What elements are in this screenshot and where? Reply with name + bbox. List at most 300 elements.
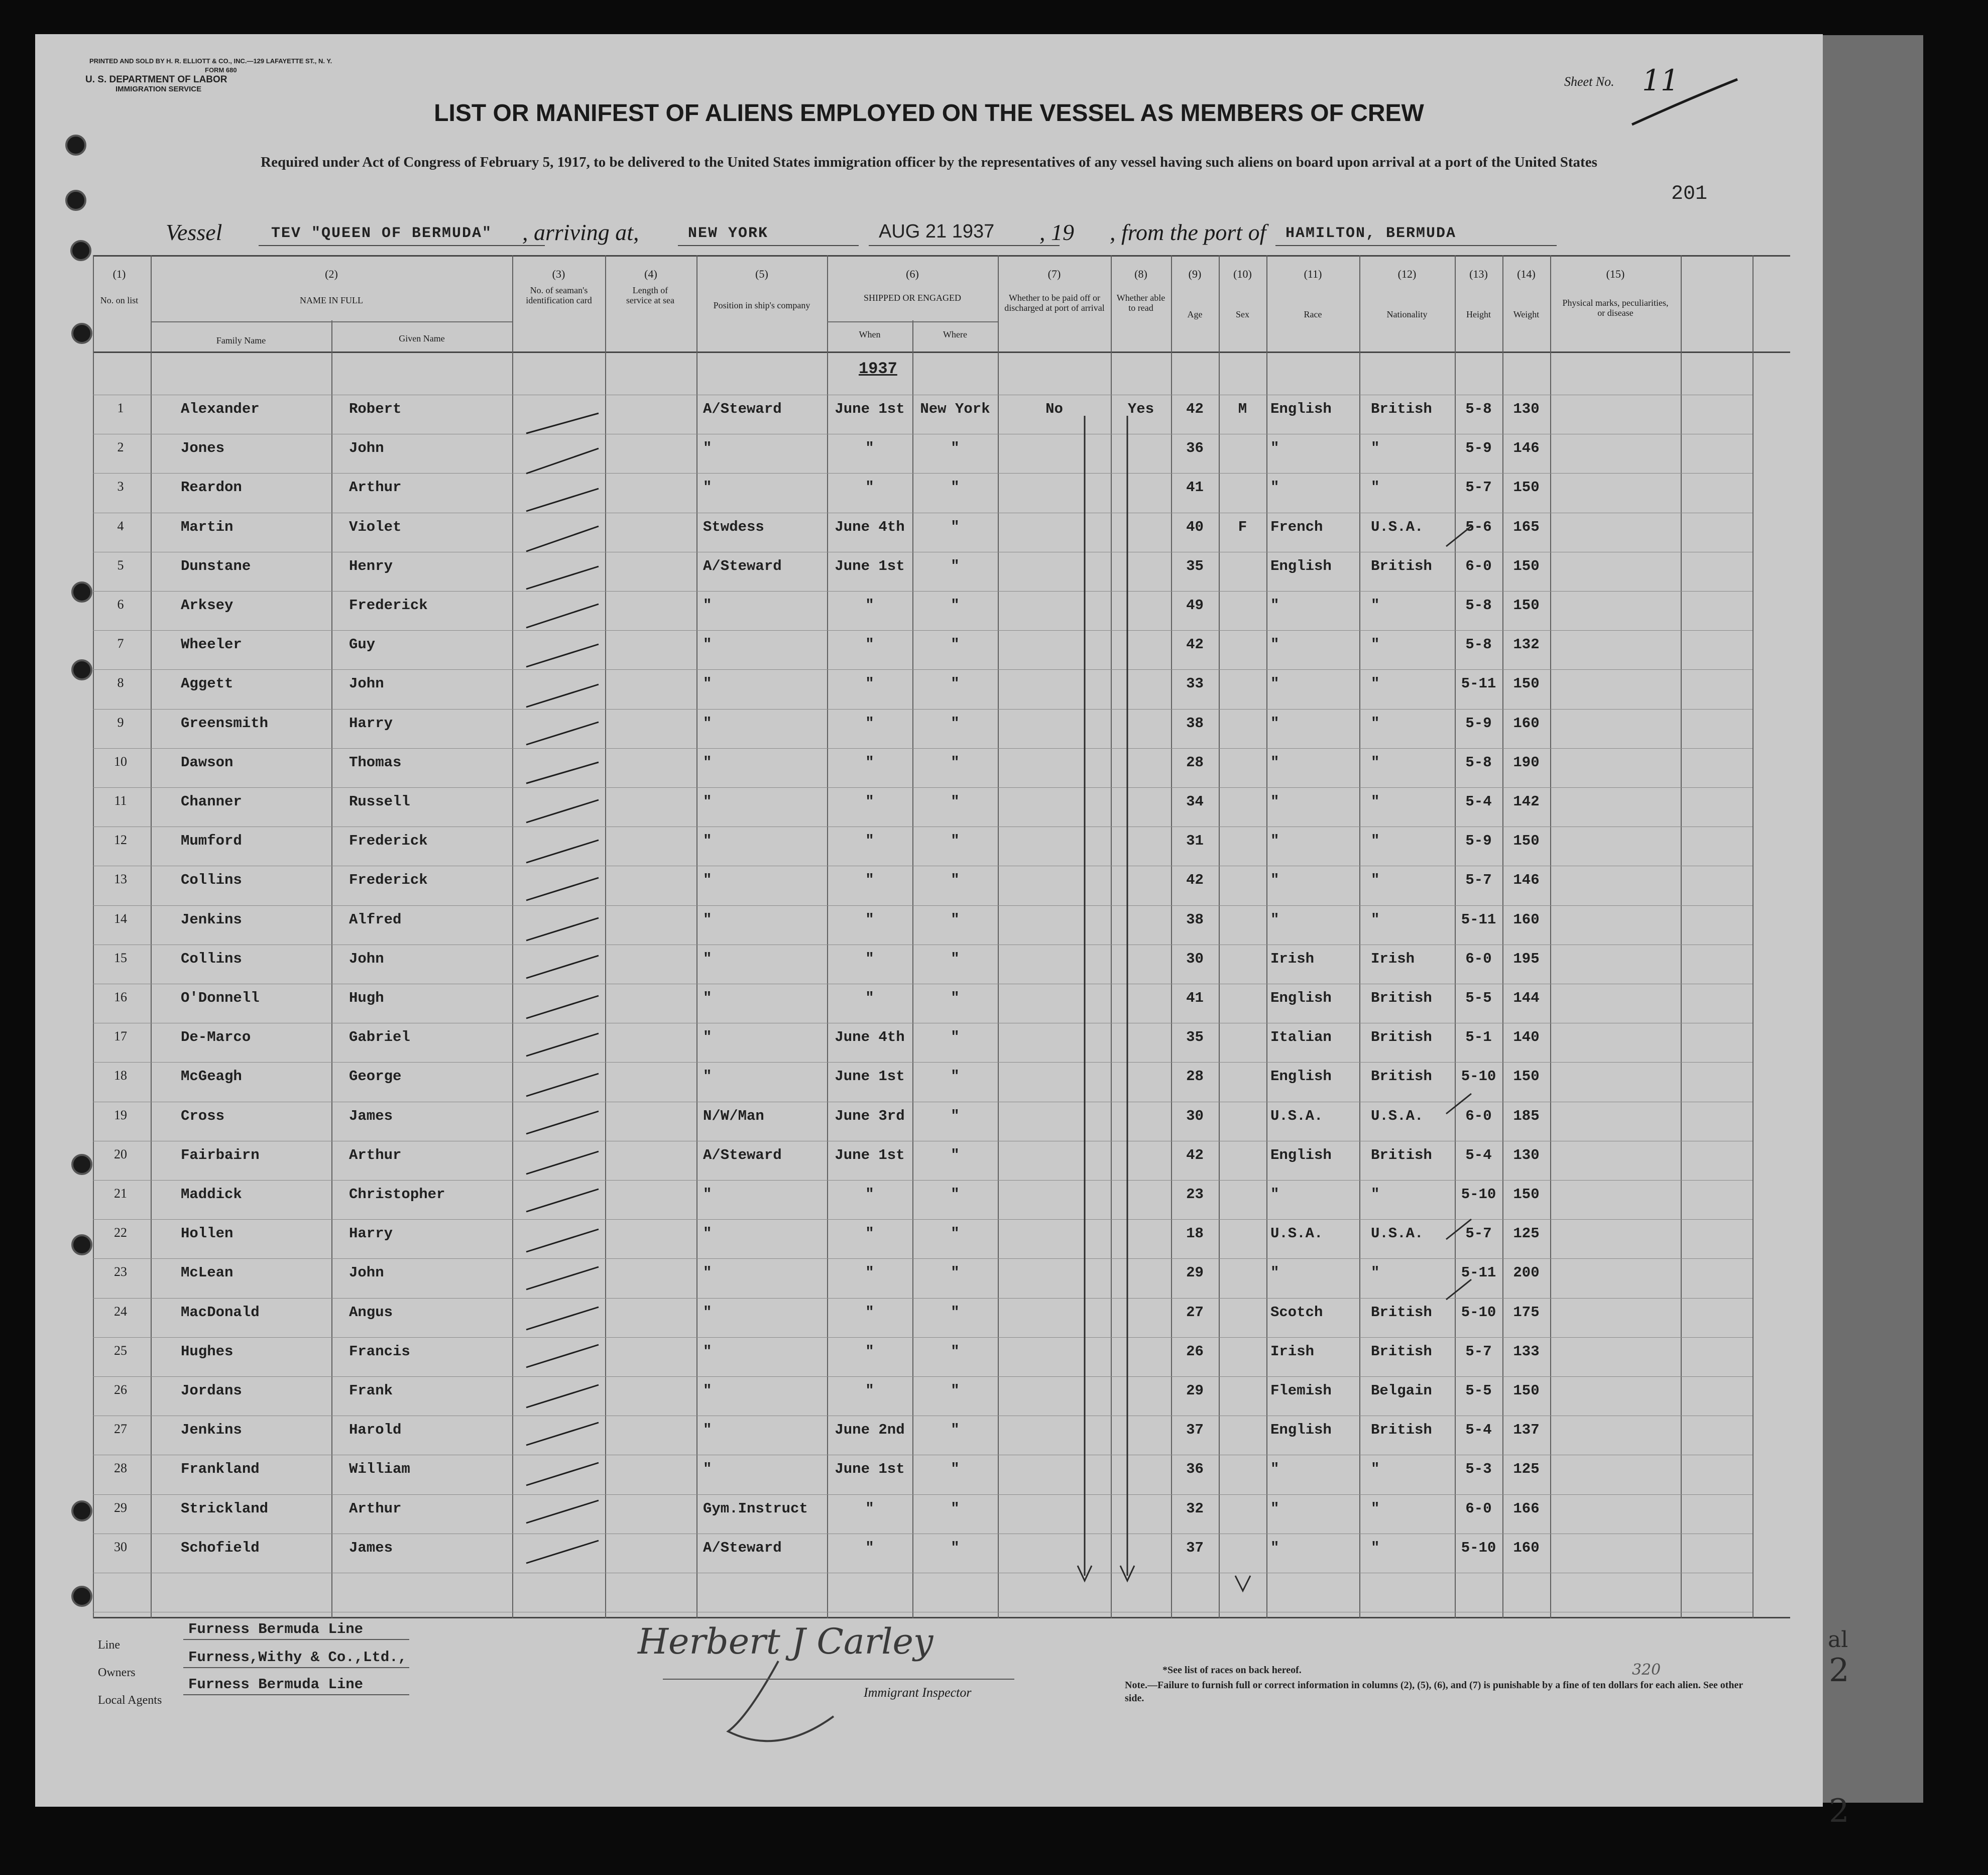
col-num-4: (4) [644, 268, 657, 280]
row-rule [93, 1337, 1752, 1338]
cell-position: " [703, 597, 712, 614]
vessel-underline [259, 245, 545, 246]
cell-race: " [1270, 1500, 1279, 1517]
cell-given: Gabriel [349, 1029, 410, 1045]
cell-weight: 125 [1513, 1225, 1540, 1242]
cell-where: " [951, 793, 960, 810]
row-rule [93, 473, 1752, 474]
cell-nationality: British [1371, 1343, 1432, 1360]
cell-family: Alexander [181, 401, 260, 417]
cell-given: George [349, 1068, 402, 1085]
cell-nationality: British [1371, 1147, 1432, 1163]
cell-nationality: " [1371, 675, 1380, 692]
adjacent-page [1823, 35, 1923, 1830]
cell-family: Jordans [181, 1382, 242, 1399]
races-note: *See list of races on back hereof. [1162, 1665, 1302, 1676]
cell-family: Jones [181, 440, 225, 456]
cell-position: " [703, 1304, 712, 1321]
subheader-rule [827, 321, 998, 322]
inspector-signature: Herbert J Carley [638, 1621, 933, 1662]
cell-given: Frank [349, 1382, 393, 1399]
cell-weight: 150 [1513, 1382, 1540, 1399]
cell-given: Frederick [349, 872, 428, 888]
cell-when: June 1st [835, 1147, 905, 1163]
sex-arrow-head [1230, 1571, 1255, 1596]
cell-when: " [865, 440, 874, 456]
arriving-port: NEW YORK [688, 225, 769, 242]
cell-given: Harry [349, 715, 393, 732]
cell-height: 5-3 [1465, 1461, 1492, 1477]
cell-height: 5-11 [1461, 1264, 1496, 1281]
cell-nationality: Belgain [1371, 1382, 1432, 1399]
stamp-number: 201 [1671, 183, 1708, 205]
row-rule [93, 905, 1752, 906]
cell-no: 10 [114, 754, 127, 769]
cell-when: " [865, 1186, 874, 1203]
cell-weight: 160 [1513, 911, 1540, 928]
footer-owners-value: Furness,Withy & Co.,Ltd., [188, 1649, 407, 1666]
cell-height: 5-5 [1465, 1382, 1492, 1399]
cell-age: 42 [1186, 401, 1204, 417]
cell-where: " [951, 1422, 960, 1438]
cell-position: " [703, 1422, 712, 1438]
cell-where: " [951, 990, 960, 1006]
column-rule [1502, 255, 1503, 1618]
cell-family: Strickland [181, 1500, 269, 1517]
cell-weight: 166 [1513, 1500, 1540, 1517]
cell-race: " [1270, 1461, 1279, 1477]
cell-nationality: " [1371, 793, 1380, 810]
cell-nationality: British [1371, 401, 1432, 417]
arriving-label: , arriving at, [522, 219, 639, 245]
cell-height: 6-0 [1465, 951, 1492, 967]
cell-when: June 1st [835, 401, 905, 417]
col-label-marks: Physical marks, peculiarities, or disease [1562, 298, 1669, 318]
cell-given: Arthur [349, 1500, 402, 1517]
cell-nationality: U.S.A. [1371, 1225, 1424, 1242]
cell-family: Arksey [181, 597, 233, 614]
col-label-id-card: No. of seaman's identification card [526, 285, 592, 305]
cell-race: Irish [1270, 951, 1315, 967]
cell-where: " [951, 1343, 960, 1360]
row-rule [93, 748, 1752, 749]
row-rule [93, 1494, 1752, 1495]
cell-read: Yes [1127, 401, 1154, 417]
cell-position: " [703, 1264, 712, 1281]
cell-height: 5-9 [1465, 440, 1492, 456]
cell-no: 1 [117, 401, 124, 415]
cell-race: English [1270, 558, 1332, 574]
row-rule [93, 1219, 1752, 1220]
cell-nationality: " [1371, 636, 1380, 653]
cell-given: John [349, 440, 384, 456]
row-rule [93, 591, 1752, 592]
cell-no: 5 [117, 558, 124, 572]
manifest-sheet [35, 34, 1823, 1807]
footer-line-rule [183, 1639, 409, 1640]
cell-race: " [1270, 479, 1279, 496]
cell-race: " [1270, 636, 1279, 653]
cell-given: Henry [349, 558, 393, 574]
cell-given: William [349, 1461, 410, 1477]
cell-race: Irish [1270, 1343, 1315, 1360]
cell-age: 30 [1186, 1108, 1204, 1124]
cell-race: " [1270, 715, 1279, 732]
cell-age: 29 [1186, 1382, 1204, 1399]
cell-nationality: U.S.A. [1371, 519, 1424, 535]
cell-position: " [703, 636, 712, 653]
cell-weight: 185 [1513, 1108, 1540, 1124]
footer-line-label: Line [98, 1638, 120, 1652]
cell-where: " [951, 479, 960, 496]
cell-sex: M [1238, 401, 1247, 417]
column-rule [1359, 255, 1360, 1618]
cell-position: Gym.Instruct [703, 1500, 808, 1517]
cell-height: 5-7 [1465, 1225, 1492, 1242]
cell-given: Harold [349, 1422, 402, 1438]
cell-no: 25 [114, 1343, 127, 1358]
cell-weight: 190 [1513, 754, 1540, 771]
col-label-paid-off: Whether to be paid off or discharged at port of arrival [1004, 293, 1105, 313]
col-label-sex: Sex [1236, 309, 1249, 319]
cell-race: English [1270, 1422, 1332, 1438]
column-rule [1266, 255, 1267, 1618]
cell-height: 5-7 [1465, 872, 1492, 888]
cell-nationality: " [1371, 1186, 1380, 1203]
cell-when: " [865, 1382, 874, 1399]
arrival-date: AUG 21 1937 [879, 221, 995, 242]
cell-nationality: " [1371, 479, 1380, 496]
cell-height: 6-0 [1465, 558, 1492, 574]
cell-age: 42 [1186, 636, 1204, 653]
inspector-label: Immigrant Inspector [864, 1685, 972, 1700]
row-rule [93, 787, 1752, 788]
cell-given: Arthur [349, 479, 402, 496]
signature-rule [663, 1679, 1014, 1680]
year-label: , 19 [1039, 219, 1074, 245]
cell-family: O'Donnell [181, 990, 260, 1006]
cell-nationality: British [1371, 1029, 1432, 1045]
column-rule [696, 255, 697, 1618]
cell-race: " [1270, 1540, 1279, 1556]
cell-age: 29 [1186, 1264, 1204, 1281]
signature-flourish [718, 1656, 849, 1772]
cell-family: Frankland [181, 1461, 260, 1477]
cell-where: " [951, 1068, 960, 1085]
cell-family: Reardon [181, 479, 242, 496]
cell-position: " [703, 675, 712, 692]
footer-owners-label: Owners [98, 1666, 136, 1679]
column-rule [93, 255, 94, 1618]
cell-age: 23 [1186, 1186, 1204, 1203]
cell-weight: 137 [1513, 1422, 1540, 1438]
cell-age: 49 [1186, 597, 1204, 614]
cell-race: French [1270, 519, 1323, 535]
cell-position: " [703, 1029, 712, 1045]
cell-no: 30 [114, 1540, 127, 1554]
cell-where: " [951, 1540, 960, 1556]
cell-race: English [1270, 1147, 1332, 1163]
column-rule [605, 255, 606, 1618]
col-label-no: No. on list [100, 295, 139, 305]
cell-where: " [951, 1304, 960, 1321]
col-label-name: NAME IN FULL [300, 295, 363, 305]
cell-position: " [703, 793, 712, 810]
col-num-14: (14) [1517, 268, 1536, 280]
cell-weight: 150 [1513, 1068, 1540, 1085]
cell-no: 23 [114, 1264, 127, 1279]
col-num-13: (13) [1469, 268, 1488, 280]
cell-race: English [1270, 990, 1332, 1006]
cell-no: 28 [114, 1461, 127, 1475]
cell-family: Channer [181, 793, 242, 810]
cell-position: " [703, 911, 712, 928]
cell-height: 5-8 [1465, 636, 1492, 653]
adjacent-page-text-top: al [1828, 1627, 1848, 1653]
cell-height: 5-5 [1465, 990, 1492, 1006]
punch-hole [71, 1234, 92, 1255]
col-label-height: Height [1466, 309, 1491, 319]
cell-weight: 200 [1513, 1264, 1540, 1281]
cell-position: " [703, 1225, 712, 1242]
cell-when: " [865, 715, 874, 732]
cell-race: English [1270, 1068, 1332, 1085]
cell-age: 42 [1186, 1147, 1204, 1163]
cell-race: " [1270, 1186, 1279, 1203]
cell-where: " [951, 558, 960, 574]
cell-no: 15 [114, 951, 127, 965]
punch-hole [71, 659, 92, 680]
cell-position: " [703, 479, 712, 496]
cell-nationality: " [1371, 715, 1380, 732]
col-num-2: (2) [325, 268, 338, 280]
col-num-11: (11) [1304, 268, 1322, 280]
cell-race: " [1270, 911, 1279, 928]
cell-nationality: British [1371, 558, 1432, 574]
row-rule [93, 630, 1752, 631]
cell-position: " [703, 754, 712, 771]
col-num-15: (15) [1606, 268, 1625, 280]
punch-hole [65, 135, 86, 156]
cell-age: 37 [1186, 1540, 1204, 1556]
cell-weight: 150 [1513, 558, 1540, 574]
cell-where: " [951, 1461, 960, 1477]
cell-paid: No [1045, 401, 1063, 417]
cell-where: " [951, 1264, 960, 1281]
arriving-underline [678, 245, 859, 246]
year-heading: 1937 [859, 360, 897, 378]
cell-nationality: " [1371, 1500, 1380, 1517]
cell-age: 28 [1186, 754, 1204, 771]
cell-family: Greensmith [181, 715, 269, 732]
footer-agents-value: Furness Bermuda Line [188, 1676, 364, 1693]
cell-weight: 160 [1513, 715, 1540, 732]
cell-no: 16 [114, 990, 127, 1004]
cell-nationality: British [1371, 1068, 1432, 1085]
cell-when: June 4th [835, 519, 905, 535]
cell-family: Hollen [181, 1225, 233, 1242]
cell-where: " [951, 715, 960, 732]
service-label: IMMIGRATION SERVICE [115, 85, 202, 93]
cell-nationality: " [1371, 1461, 1380, 1477]
column-rule [827, 255, 828, 1618]
cell-where: " [951, 1382, 960, 1399]
cell-no: 26 [114, 1382, 127, 1397]
cell-when: June 2nd [835, 1422, 905, 1438]
cell-height: 5-8 [1465, 401, 1492, 417]
cell-where: " [951, 951, 960, 967]
cell-when: " [865, 597, 874, 614]
cell-no: 4 [117, 519, 124, 533]
cell-position: " [703, 1382, 712, 1399]
cell-age: 34 [1186, 793, 1204, 810]
cell-no: 8 [117, 675, 124, 690]
cell-height: 5-10 [1461, 1068, 1496, 1085]
punch-hole [71, 581, 92, 603]
cell-given: John [349, 951, 384, 967]
cell-height: 5-4 [1465, 1422, 1492, 1438]
subheader-rule [151, 321, 512, 322]
cell-race: U.S.A. [1270, 1108, 1323, 1124]
cell-position: " [703, 951, 712, 967]
col-label-race: Race [1304, 309, 1322, 319]
row-rule [93, 1062, 1752, 1063]
table-header-rule [93, 351, 1790, 353]
cell-height: 5-10 [1461, 1540, 1496, 1556]
cell-position: " [703, 990, 712, 1006]
cell-position: " [703, 715, 712, 732]
cell-age: 26 [1186, 1343, 1204, 1360]
cell-when: June 1st [835, 558, 905, 574]
cell-when: " [865, 833, 874, 849]
cell-given: Christopher [349, 1186, 445, 1203]
cell-when: June 4th [835, 1029, 905, 1045]
col-num-5: (5) [755, 268, 768, 280]
footer-line-value: Furness Bermuda Line [188, 1621, 364, 1637]
page-subtitle: Required under Act of Congress of February 5, 1917, to be delivered to the United States immigration officer by the representatives of any vessel having such aliens on board upon arrival at a port of the United States [261, 154, 1597, 170]
col-label-given: Given Name [399, 333, 445, 343]
cell-family: Cross [181, 1108, 225, 1124]
cell-race: " [1270, 833, 1279, 849]
cell-sex: F [1238, 519, 1247, 535]
cell-race: " [1270, 597, 1279, 614]
cell-where: " [951, 519, 960, 535]
cell-when: " [865, 1540, 874, 1556]
from-port: HAMILTON, BERMUDA [1285, 225, 1457, 242]
cell-given: Francis [349, 1343, 410, 1360]
cell-when: June 3rd [835, 1108, 905, 1124]
col-num-3: (3) [552, 268, 565, 280]
cell-weight: 150 [1513, 597, 1540, 614]
cell-when: " [865, 1343, 874, 1360]
cell-no: 21 [114, 1186, 127, 1201]
cell-height: 5-10 [1461, 1304, 1496, 1321]
cell-given: John [349, 1264, 384, 1281]
cell-nationality: " [1371, 754, 1380, 771]
cell-height: 5-9 [1465, 833, 1492, 849]
margin-note: 320 [1632, 1661, 1661, 1679]
cell-family: McGeagh [181, 1068, 242, 1085]
table-top-rule [93, 255, 1790, 257]
punch-hole [71, 1586, 92, 1607]
cell-given: Robert [349, 401, 402, 417]
cell-nationality: " [1371, 1540, 1380, 1556]
cell-age: 36 [1186, 1461, 1204, 1477]
cell-weight: 130 [1513, 1147, 1540, 1163]
cell-given: Violet [349, 519, 402, 535]
cell-where: " [951, 1500, 960, 1517]
cell-race: U.S.A. [1270, 1225, 1323, 1242]
cell-race: Scotch [1270, 1304, 1323, 1321]
cell-given: John [349, 675, 384, 692]
cell-position: " [703, 1461, 712, 1477]
cell-age: 38 [1186, 911, 1204, 928]
col-num-6: (6) [906, 268, 919, 280]
vessel-label: Vessel [166, 219, 222, 245]
cell-when: " [865, 990, 874, 1006]
cell-age: 27 [1186, 1304, 1204, 1321]
col-label-nationality: Nationality [1386, 309, 1428, 319]
cell-nationality: " [1371, 440, 1380, 456]
cell-when: " [865, 754, 874, 771]
cell-no: 6 [117, 597, 124, 612]
adjacent-page-text-mid: 2 [1829, 1652, 1849, 1689]
footer-owners-rule [183, 1667, 409, 1668]
from-underline [1275, 245, 1557, 246]
col-num-8: (8) [1134, 268, 1147, 280]
sheet-no-value: 11 [1642, 63, 1679, 97]
cell-when: June 1st [835, 1461, 905, 1477]
date-underline [869, 245, 1060, 246]
cell-weight: 160 [1513, 1540, 1540, 1556]
cell-nationality: Irish [1371, 951, 1415, 967]
cell-family: Aggett [181, 675, 233, 692]
cell-nationality: U.S.A. [1371, 1108, 1424, 1124]
cell-family: Schofield [181, 1540, 260, 1556]
cell-given: Russell [349, 793, 410, 810]
cell-given: James [349, 1108, 393, 1124]
cell-when: " [865, 479, 874, 496]
cell-nationality: British [1371, 1304, 1432, 1321]
cell-family: Collins [181, 951, 242, 967]
cell-where: " [951, 440, 960, 456]
cell-age: 42 [1186, 872, 1204, 888]
page-title: LIST OR MANIFEST OF ALIENS EMPLOYED ON THE VESSEL AS MEMBERS OF CREW [434, 100, 1424, 127]
cell-when: " [865, 911, 874, 928]
cell-given: Harry [349, 1225, 393, 1242]
cell-race: English [1270, 401, 1332, 417]
cell-no: 14 [114, 911, 127, 926]
col-label-shipped: SHIPPED OR ENGAGED [863, 293, 961, 303]
cell-nationality: British [1371, 1422, 1432, 1438]
cell-height: 5-6 [1465, 519, 1492, 535]
cell-height: 6-0 [1465, 1500, 1492, 1517]
cell-when: " [865, 793, 874, 810]
punch-hole [71, 1500, 92, 1521]
printer-line: PRINTED AND SOLD BY H. R. ELLIOTT & CO., INC.—129 LAFAYETTE ST., N. Y. [89, 57, 332, 65]
cell-weight: 140 [1513, 1029, 1540, 1045]
cell-no: 12 [114, 833, 127, 847]
cell-height: 6-0 [1465, 1108, 1492, 1124]
cell-position: A/Steward [703, 1147, 782, 1163]
cell-age: 36 [1186, 440, 1204, 456]
cell-weight: 150 [1513, 479, 1540, 496]
col-label-service: Length of service at sea [626, 285, 674, 305]
punch-hole [65, 190, 86, 211]
cell-weight: 146 [1513, 440, 1540, 456]
cell-family: McLean [181, 1264, 233, 1281]
cell-where: " [951, 833, 960, 849]
